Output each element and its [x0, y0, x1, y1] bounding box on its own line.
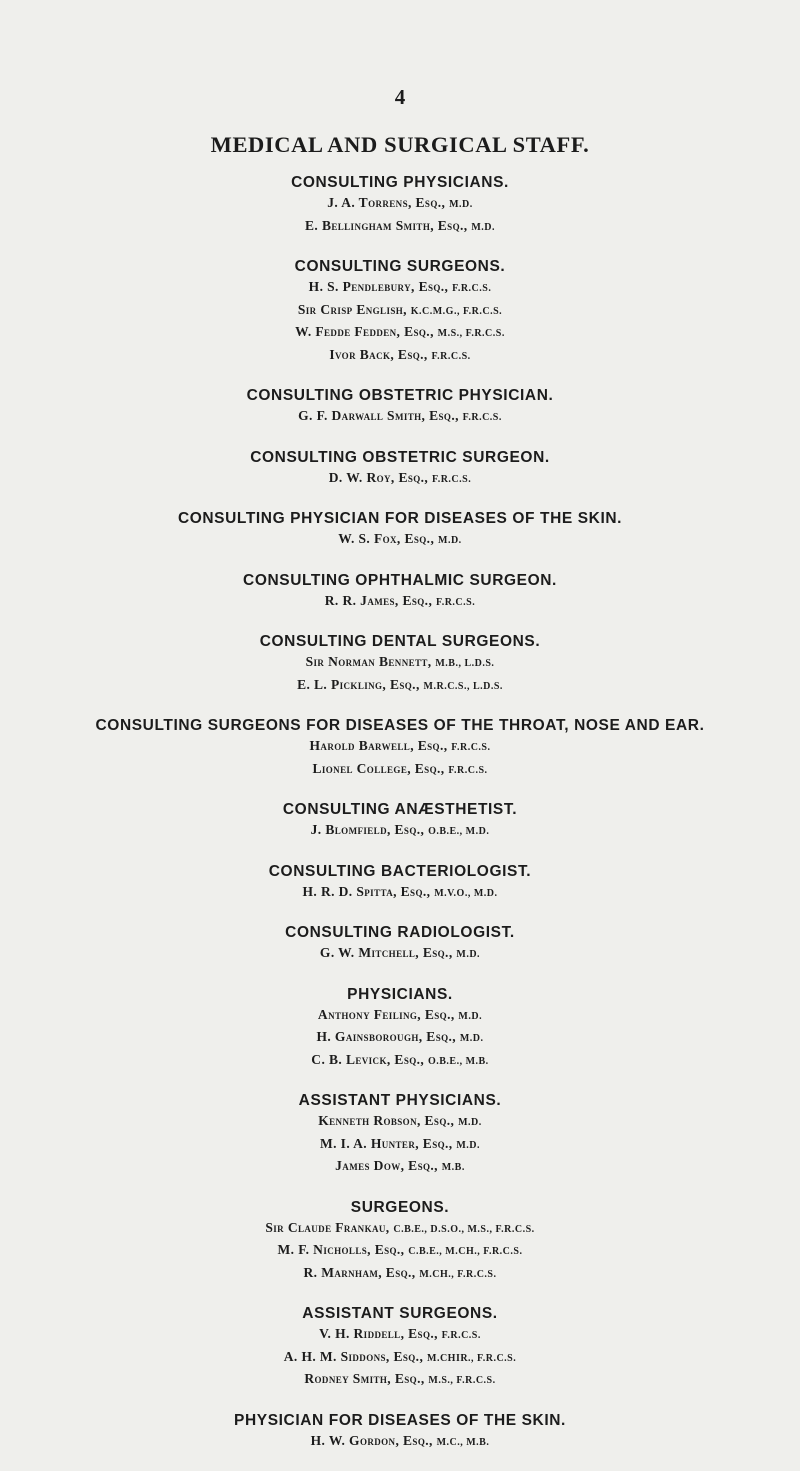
section-heading: ASSISTANT SURGEONS. — [302, 1305, 498, 1322]
staff-section — [0, 508, 800, 552]
member-credentials: M.D. — [438, 535, 462, 546]
staff-section — [0, 385, 800, 429]
member-name: G. F. Darwall Smith, Esq., — [298, 408, 459, 423]
member-name: V. H. Riddell, Esq., — [319, 1326, 438, 1341]
member-credentials: M.S., F.R.C.S. — [437, 328, 505, 339]
member-name: G. W. Mitchell, Esq., — [319, 945, 453, 960]
member-name: Sir Crisp English, — [297, 301, 407, 317]
staff-section — [0, 984, 800, 1073]
member-name: Sir Claude Frankau, — [265, 1219, 390, 1235]
member-credentials: F.R.C.S. — [431, 350, 471, 362]
member-name: Sir Norman Bennett, — [305, 654, 432, 669]
staff-member — [0, 1156, 800, 1179]
staff-section — [0, 1197, 800, 1286]
staff-section — [0, 256, 800, 367]
staff-member — [0, 406, 800, 429]
section-heading: CONSULTING PHYSICIANS. — [291, 174, 509, 191]
member-credentials: C.B.E., D.S.O., M.S., F.R.C.S. — [393, 1223, 535, 1235]
staff-section — [0, 172, 800, 238]
member-name: A. H. M. Siddons, Esq., — [283, 1348, 424, 1364]
member-credentials: M.CHIR., F.R.C.S. — [427, 1352, 517, 1364]
member-name: C. B. Levick, Esq., — [311, 1051, 425, 1067]
member-credentials: M.C., M.B. — [436, 1436, 490, 1448]
member-credentials: M.D. — [471, 221, 495, 233]
member-credentials: O.B.E., M.B. — [427, 1055, 489, 1067]
staff-member — [0, 1050, 800, 1073]
section-heading: PHYSICIANS. — [347, 985, 453, 1003]
section-heading: CONSULTING PHYSICIAN FOR DISEASES OF THE SKIN. — [177, 510, 623, 527]
member-name: D. W. Roy, Esq., — [328, 469, 429, 485]
member-name: H. Gainsborough, Esq., — [316, 1029, 457, 1044]
member-credentials: M.D. — [459, 1033, 484, 1044]
member-name: M. F. Nicholls, Esq., — [277, 1242, 405, 1257]
member-name: H. W. Gordon, Esq., — [310, 1432, 433, 1448]
staff-member — [0, 1347, 800, 1370]
member-credentials: C.B.E., M.CH., F.R.C.S. — [408, 1246, 523, 1257]
staff-section — [0, 1410, 800, 1454]
member-credentials: M.D. — [449, 199, 473, 210]
member-credentials: O.B.E., M.D. — [428, 826, 490, 837]
staff-member — [0, 322, 800, 345]
staff-section — [0, 799, 800, 843]
member-credentials: K.C.M.G., F.R.C.S. — [410, 305, 503, 317]
member-name: Lionel College, Esq., — [312, 760, 445, 776]
staff-member — [0, 193, 800, 216]
section-heading: CONSULTING SURGEONS FOR DISEASES OF THE THROAT, NOSE AND EAR. — [95, 717, 705, 734]
member-name: R. Marnham, Esq., — [303, 1264, 416, 1280]
section-heading: CONSULTING OPHTHALMIC SURGEON. — [243, 571, 557, 589]
section-heading: ASSISTANT PHYSICIANS. — [298, 1092, 502, 1109]
member-credentials: M.D. — [458, 1010, 483, 1022]
member-name: Anthony Feiling, Esq., — [317, 1006, 455, 1022]
member-credentials: M.V.O., M.D. — [434, 887, 498, 899]
staff-section — [0, 447, 800, 491]
member-credentials: M.D. — [458, 1117, 482, 1128]
staff-member — [0, 300, 800, 323]
staff-member — [0, 1369, 800, 1392]
section-heading: CONSULTING OBSTETRIC PHYSICIAN. — [246, 387, 554, 404]
member-name: James Dow, Esq., — [335, 1158, 438, 1173]
member-credentials: M.B. — [441, 1162, 465, 1173]
member-credentials: F.R.C.S. — [452, 283, 492, 294]
member-name: J. Blomfield, Esq., — [310, 822, 425, 837]
staff-member — [0, 1134, 800, 1157]
section-heading: SURGEONS. — [350, 1198, 450, 1216]
staff-member — [0, 882, 800, 905]
member-credentials: F.R.C.S. — [436, 596, 476, 608]
member-name: Harold Barwell, Esq., — [309, 738, 448, 753]
staff-member — [0, 1027, 800, 1050]
staff-section — [0, 861, 800, 905]
member-name: E. Bellingham Smith, Esq., — [304, 217, 468, 233]
member-name: W. S. Fox, Esq., — [338, 531, 435, 546]
staff-member — [0, 759, 800, 782]
member-name: H. R. D. Spitta, Esq., — [302, 883, 431, 899]
staff-member — [0, 277, 800, 300]
staff-section — [0, 922, 800, 966]
member-name: M. I. A. Hunter, Esq., — [319, 1135, 453, 1151]
staff-member — [0, 1005, 800, 1028]
member-credentials: M.D. — [456, 949, 481, 960]
staff-section — [0, 1303, 800, 1392]
member-credentials: M.R.C.S., L.D.S. — [423, 680, 503, 692]
staff-section — [0, 1090, 800, 1179]
staff-member — [0, 1240, 800, 1263]
member-name: H. S. Pendlebury, Esq., — [308, 279, 449, 294]
member-name: J. A. Torrens, Esq., — [327, 195, 446, 210]
member-credentials: M.B., L.D.S. — [435, 658, 495, 669]
staff-sections — [0, 172, 800, 1471]
staff-member — [0, 591, 800, 614]
page-number: 4 — [394, 85, 406, 109]
member-name: Rodney Smith, Esq., — [304, 1371, 425, 1386]
member-credentials: M.S., F.R.C.S. — [428, 1375, 496, 1386]
member-credentials: F.R.C.S. — [432, 473, 472, 485]
member-name: E. L. Pickling, Esq., — [297, 676, 420, 692]
staff-section — [0, 715, 800, 781]
section-heading: CONSULTING OBSTETRIC SURGEON. — [250, 448, 550, 466]
staff-member — [0, 529, 800, 552]
member-credentials: M.CH., F.R.C.S. — [419, 1268, 497, 1280]
page-title: MEDICAL AND SURGICAL STAFF. — [210, 132, 590, 157]
staff-member — [0, 1431, 800, 1454]
member-credentials: F.R.C.S. — [448, 764, 488, 776]
member-name: Ivor Back, Esq., — [329, 346, 428, 362]
staff-member — [0, 1324, 800, 1347]
staff-member — [0, 345, 800, 368]
member-name: W. Fedde Fedden, Esq., — [295, 324, 434, 339]
section-heading: CONSULTING BACTERIOLOGIST. — [268, 862, 532, 880]
staff-member — [0, 675, 800, 698]
staff-member — [0, 736, 800, 759]
staff-section — [0, 631, 800, 697]
staff-member — [0, 943, 800, 966]
section-heading: CONSULTING RADIOLOGIST. — [285, 924, 515, 941]
staff-member — [0, 468, 800, 491]
member-name: Kenneth Robson, Esq., — [318, 1113, 455, 1128]
staff-member — [0, 652, 800, 675]
staff-member — [0, 216, 800, 239]
staff-member — [0, 820, 800, 843]
section-heading: PHYSICIAN FOR DISEASES OF THE SKIN. — [234, 1411, 566, 1429]
section-heading: CONSULTING DENTAL SURGEONS. — [259, 633, 541, 650]
section-heading: CONSULTING ANÆSTHETIST. — [282, 801, 518, 818]
section-heading: CONSULTING SURGEONS. — [294, 258, 506, 275]
staff-member — [0, 1218, 800, 1241]
member-credentials: F.R.C.S. — [462, 412, 502, 423]
staff-member — [0, 1263, 800, 1286]
member-credentials: F.R.C.S. — [441, 1330, 481, 1341]
staff-member — [0, 1111, 800, 1134]
member-credentials: F.R.C.S. — [451, 742, 491, 753]
member-credentials: M.D. — [456, 1139, 481, 1151]
staff-section — [0, 570, 800, 614]
member-name: R. R. James, Esq., — [324, 592, 433, 608]
